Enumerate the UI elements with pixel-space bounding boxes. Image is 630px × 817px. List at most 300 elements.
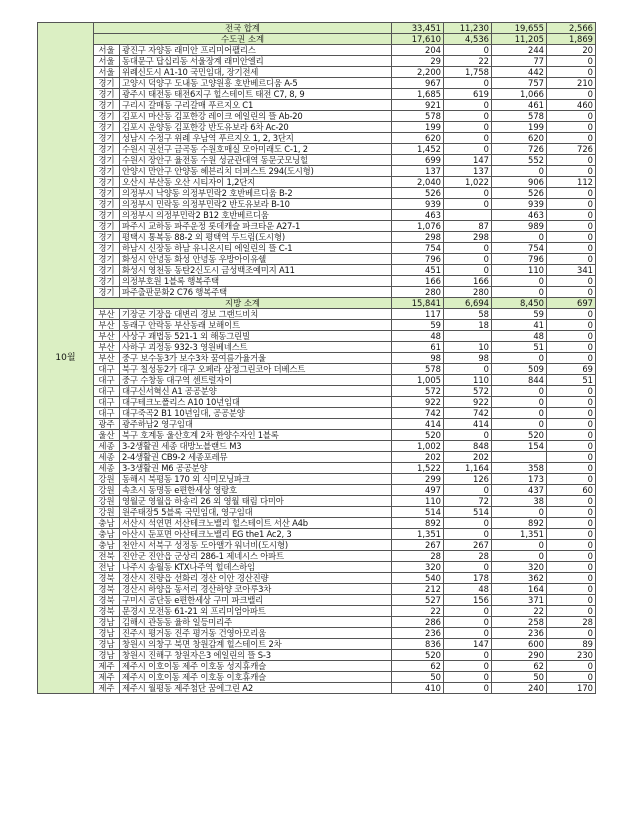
- units-c-cell: 726: [547, 144, 596, 155]
- table-row: [38, 518, 596, 529]
- complex-name-cell: 3-3생활권 M6 공공분양: [120, 463, 392, 474]
- units-cell: 212: [392, 584, 444, 595]
- units-cell: 796: [392, 254, 444, 265]
- units-cell: 520: [392, 430, 444, 441]
- table-row: [38, 309, 596, 320]
- units-b-cell: 362: [492, 573, 547, 584]
- region-cell: 경기: [94, 166, 120, 177]
- table-row: [38, 375, 596, 386]
- region-cell: 서울: [94, 67, 120, 78]
- capital-subtotal-label: 수도권 소계: [94, 34, 392, 45]
- units-cell: 526: [392, 188, 444, 199]
- units-b-cell: 989: [492, 221, 547, 232]
- units-c-cell: 230: [547, 650, 596, 661]
- table-row: [38, 67, 596, 78]
- units-b-cell: 939: [492, 199, 547, 210]
- table-row: [38, 199, 596, 210]
- region-cell: 부산: [94, 320, 120, 331]
- table-row: [38, 507, 596, 518]
- units-a-cell: 22: [444, 56, 492, 67]
- region-cell: 충남: [94, 518, 120, 529]
- units-c-cell: 0: [547, 540, 596, 551]
- units-c-cell: 0: [547, 672, 596, 683]
- units-cell: 921: [392, 100, 444, 111]
- units-c-cell: 0: [547, 243, 596, 254]
- units-c-cell: 0: [547, 309, 596, 320]
- region-cell: 경북: [94, 573, 120, 584]
- units-cell: 22: [392, 606, 444, 617]
- units-a-cell: 514: [444, 507, 492, 518]
- units-a-cell: 178: [444, 573, 492, 584]
- table-row: [38, 617, 596, 628]
- units-c-cell: 0: [547, 254, 596, 265]
- table-row: [38, 562, 596, 573]
- region-cell: 전남: [94, 562, 120, 573]
- units-b-cell: 0: [492, 232, 547, 243]
- units-cell: 514: [392, 507, 444, 518]
- complex-name-cell: 창원시 의창구 북면 창원감계 힐스테이트 2차: [120, 639, 392, 650]
- region-cell: 경기: [94, 177, 120, 188]
- units-c-cell: 460: [547, 100, 596, 111]
- table-row: [38, 551, 596, 562]
- national-total-a: 11,230: [444, 23, 492, 34]
- table-row: [38, 419, 596, 430]
- table-row: [38, 628, 596, 639]
- table-row: [38, 595, 596, 606]
- table-row: [38, 265, 596, 276]
- units-cell: 620: [392, 133, 444, 144]
- units-b-cell: 173: [492, 474, 547, 485]
- units-b-cell: 578: [492, 111, 547, 122]
- region-cell: 경기: [94, 210, 120, 221]
- region-cell: 경기: [94, 276, 120, 287]
- region-cell: 강원: [94, 507, 120, 518]
- units-a-cell: 166: [444, 276, 492, 287]
- complex-name-cell: 화성시 영천동 동탄2신도시 금성백조예미지 A11: [120, 265, 392, 276]
- complex-name-cell: 화성시 안녕동 화성 안녕동 우방아이유쉘: [120, 254, 392, 265]
- table-row: [38, 353, 596, 364]
- units-b-cell: 154: [492, 441, 547, 452]
- units-cell: 967: [392, 78, 444, 89]
- table-row: [38, 452, 596, 463]
- table-row: [38, 221, 596, 232]
- complex-name-cell: 영월군 영월읍 하송리 26 외 영월 태림 다미아: [120, 496, 392, 507]
- region-cell: 부산: [94, 342, 120, 353]
- units-a-cell: 619: [444, 89, 492, 100]
- units-a-cell: 98: [444, 353, 492, 364]
- units-c-cell: 0: [547, 397, 596, 408]
- region-cell: 경기: [94, 232, 120, 243]
- region-cell: 경기: [94, 122, 120, 133]
- table-body: [38, 23, 596, 694]
- units-b-cell: 0: [492, 287, 547, 298]
- units-cell: 922: [392, 397, 444, 408]
- complex-name-cell: 기장군 기장읍 대변리 경보 그랜드비치: [120, 309, 392, 320]
- units-cell: 1,005: [392, 375, 444, 386]
- units-c-cell: 0: [547, 276, 596, 287]
- units-a-cell: 0: [444, 606, 492, 617]
- region-cell: 경기: [94, 221, 120, 232]
- units-cell: 286: [392, 617, 444, 628]
- region-cell: 경기: [94, 265, 120, 276]
- units-a-cell: 48: [444, 584, 492, 595]
- region-cell: 경기: [94, 287, 120, 298]
- units-cell: 199: [392, 122, 444, 133]
- units-a-cell: 0: [444, 254, 492, 265]
- units-cell: 28: [392, 551, 444, 562]
- national-total-row: [38, 23, 596, 34]
- units-b-cell: 754: [492, 243, 547, 254]
- units-b-cell: 552: [492, 155, 547, 166]
- units-a-cell: 267: [444, 540, 492, 551]
- national-total-b: 19,655: [492, 23, 547, 34]
- units-b-cell: 463: [492, 210, 547, 221]
- units-cell: 527: [392, 595, 444, 606]
- units-a-cell: 298: [444, 232, 492, 243]
- region-cell: 경기: [94, 78, 120, 89]
- table-row: [38, 606, 596, 617]
- units-a-cell: 1,758: [444, 67, 492, 78]
- units-cell: 1,351: [392, 529, 444, 540]
- units-a-cell: 0: [444, 243, 492, 254]
- units-c-cell: 0: [547, 430, 596, 441]
- units-a-cell: 0: [444, 628, 492, 639]
- complex-name-cell: 대구죽곡2 B1 10년임대, 공공분양: [120, 408, 392, 419]
- complex-name-cell: 동래구 안락동 부산동래 보해이트: [120, 320, 392, 331]
- region-cell: 대구: [94, 375, 120, 386]
- units-cell: 98: [392, 353, 444, 364]
- complex-name-cell: 천안시 서북구 성정동 도아앨가 워너비(도시형): [120, 540, 392, 551]
- units-b-cell: 38: [492, 496, 547, 507]
- table-row: [38, 496, 596, 507]
- units-c-cell: 0: [547, 331, 596, 342]
- units-cell: 451: [392, 265, 444, 276]
- units-a-cell: 126: [444, 474, 492, 485]
- complex-name-cell: 성남시 수정구 위례 우남역 푸르지오 1, 2, 3단지: [120, 133, 392, 144]
- region-cell: 제주: [94, 672, 120, 683]
- region-cell: 경기: [94, 111, 120, 122]
- table-row: [38, 122, 596, 133]
- complex-name-cell: 북구 호계동 울산호계 2차 한양수자인 1블록: [120, 430, 392, 441]
- units-a-cell: 28: [444, 551, 492, 562]
- table-row: [38, 254, 596, 265]
- complex-name-cell: 2-4생활권 CB9-2 세종포레뮤: [120, 452, 392, 463]
- complex-name-cell: 의정부호원 1블록 행복주택: [120, 276, 392, 287]
- capital-subtotal-row: [38, 34, 596, 45]
- region-cell: 경남: [94, 628, 120, 639]
- region-cell: 경남: [94, 639, 120, 650]
- capital-subtotal-units: 17,610: [392, 34, 444, 45]
- complex-name-cell: 서산시 석연면 서산테크노밸리 힐스테이트 서산 A4b: [120, 518, 392, 529]
- units-a-cell: 18: [444, 320, 492, 331]
- units-cell: 754: [392, 243, 444, 254]
- units-a-cell: 0: [444, 199, 492, 210]
- units-c-cell: 0: [547, 452, 596, 463]
- units-b-cell: 757: [492, 78, 547, 89]
- units-c-cell: 0: [547, 661, 596, 672]
- units-a-cell: 110: [444, 375, 492, 386]
- units-a-cell: 0: [444, 529, 492, 540]
- region-cell: 강원: [94, 474, 120, 485]
- region-cell: 서울: [94, 56, 120, 67]
- units-b-cell: 199: [492, 122, 547, 133]
- units-b-cell: 320: [492, 562, 547, 573]
- complex-name-cell: 의정부시 의정부민락2 B12 호반베르디움: [120, 210, 392, 221]
- table-row: [38, 144, 596, 155]
- complex-name-cell: 사상구 괘법동 521-1 외 해동그린빌: [120, 331, 392, 342]
- units-c-cell: 0: [547, 56, 596, 67]
- units-a-cell: 87: [444, 221, 492, 232]
- table-row: [38, 287, 596, 298]
- region-cell: 울산: [94, 430, 120, 441]
- complex-name-cell: 의정부시 낙양동 의정부민락2 호반베르디움 B-2: [120, 188, 392, 199]
- units-b-cell: 164: [492, 584, 547, 595]
- units-a-cell: 1,022: [444, 177, 492, 188]
- units-c-cell: 170: [547, 683, 596, 694]
- units-a-cell: 742: [444, 408, 492, 419]
- region-cell: 경기: [94, 100, 120, 111]
- complex-name-cell: 원주태장5 5블록 국민임대, 영구임대: [120, 507, 392, 518]
- region-cell: 경남: [94, 650, 120, 661]
- units-b-cell: 0: [492, 353, 547, 364]
- region-cell: 제주: [94, 683, 120, 694]
- region-cell: 강원: [94, 485, 120, 496]
- units-b-cell: 509: [492, 364, 547, 375]
- units-cell: 2,040: [392, 177, 444, 188]
- complex-name-cell: 김포시 마산동 김포한강 레이크 에일린의 뜰 Ab-20: [120, 111, 392, 122]
- table-row: [38, 177, 596, 188]
- units-b-cell: 236: [492, 628, 547, 639]
- units-a-cell: 0: [444, 100, 492, 111]
- complex-name-cell: 북구 칠성동2가 대구 오페라 삼정그린코아 더베스트: [120, 364, 392, 375]
- units-b-cell: 0: [492, 166, 547, 177]
- units-c-cell: 0: [547, 111, 596, 122]
- units-b-cell: 0: [492, 397, 547, 408]
- complex-name-cell: 의정부시 민락동 의정부민락2 반도유보라 B-10: [120, 199, 392, 210]
- complex-name-cell: 파주출판문화2 C76 행복주택: [120, 287, 392, 298]
- units-a-cell: 0: [444, 144, 492, 155]
- units-c-cell: 60: [547, 485, 596, 496]
- units-b-cell: 1,066: [492, 89, 547, 100]
- units-b-cell: 77: [492, 56, 547, 67]
- complex-name-cell: 동대문구 답십리동 서울장계 래미안엘리: [120, 56, 392, 67]
- units-a-cell: 10: [444, 342, 492, 353]
- units-cell: 578: [392, 111, 444, 122]
- units-c-cell: 341: [547, 265, 596, 276]
- capital-subtotal-c: 1,869: [547, 34, 596, 45]
- table-row: [38, 111, 596, 122]
- units-b-cell: 0: [492, 551, 547, 562]
- units-c-cell: 0: [547, 210, 596, 221]
- table-row: [38, 45, 596, 56]
- units-b-cell: 0: [492, 386, 547, 397]
- complex-name-cell: 광주시 태전동 태전6지구 힐스테이트 태전 C7, 8, 9: [120, 89, 392, 100]
- units-cell: 1,685: [392, 89, 444, 100]
- region-cell: 제주: [94, 661, 120, 672]
- units-a-cell: 414: [444, 419, 492, 430]
- region-cell: 광주: [94, 419, 120, 430]
- table-row: [38, 78, 596, 89]
- table-row: [38, 573, 596, 584]
- units-c-cell: 28: [547, 617, 596, 628]
- units-cell: 61: [392, 342, 444, 353]
- table-row: [38, 485, 596, 496]
- units-c-cell: 0: [547, 232, 596, 243]
- complex-name-cell: 오산시 부산동 오산 시티자이 1,2단지: [120, 177, 392, 188]
- table-row: [38, 540, 596, 551]
- units-a-cell: 280: [444, 287, 492, 298]
- units-c-cell: 0: [547, 67, 596, 78]
- units-c-cell: 0: [547, 199, 596, 210]
- complex-name-cell: 3-2생활권 세종 대방노블랜드 M3: [120, 441, 392, 452]
- region-cell: 경기: [94, 254, 120, 265]
- units-b-cell: 371: [492, 595, 547, 606]
- complex-name-cell: 김포시 운양동 김포한강 반도유보라 6차 Ac-20: [120, 122, 392, 133]
- complex-name-cell: 위례신도시 A1-10 국민임대, 장기전세: [120, 67, 392, 78]
- regional-subtotal-a: 6,694: [444, 298, 492, 309]
- regional-subtotal-label: 지방 소계: [94, 298, 392, 309]
- units-cell: 1,002: [392, 441, 444, 452]
- units-cell: 2,200: [392, 67, 444, 78]
- units-cell: 110: [392, 496, 444, 507]
- complex-name-cell: 창원시 진해구 창원자은3 에일린의 뜰 S-3: [120, 650, 392, 661]
- units-cell: 267: [392, 540, 444, 551]
- month-cell: 10월: [38, 23, 94, 694]
- table-row: [38, 672, 596, 683]
- units-b-cell: 48: [492, 331, 547, 342]
- units-cell: 578: [392, 364, 444, 375]
- complex-name-cell: 대구신서혁신 A1 공공분양: [120, 386, 392, 397]
- national-total-c: 2,566: [547, 23, 596, 34]
- complex-name-cell: 고양시 덕양구 도내동 고양원흥 호반베르디움 A-5: [120, 78, 392, 89]
- region-cell: 충남: [94, 529, 120, 540]
- region-cell: 경북: [94, 584, 120, 595]
- units-cell: 298: [392, 232, 444, 243]
- units-c-cell: 0: [547, 221, 596, 232]
- table-row: [38, 320, 596, 331]
- complex-name-cell: 경산시 하양읍 동서리 경산하양 코아루3차: [120, 584, 392, 595]
- supply-table: [37, 22, 596, 694]
- region-cell: 서울: [94, 45, 120, 56]
- table-row: [38, 661, 596, 672]
- units-cell: 62: [392, 661, 444, 672]
- units-cell: 1,522: [392, 463, 444, 474]
- units-a-cell: 0: [444, 430, 492, 441]
- units-cell: 520: [392, 650, 444, 661]
- units-cell: 892: [392, 518, 444, 529]
- complex-name-cell: 중구 수창동 대구역 센트럴자이: [120, 375, 392, 386]
- units-cell: 280: [392, 287, 444, 298]
- units-cell: 1,452: [392, 144, 444, 155]
- units-c-cell: 0: [547, 529, 596, 540]
- units-c-cell: 0: [547, 562, 596, 573]
- table-row: [38, 683, 596, 694]
- regional-subtotal-b: 8,450: [492, 298, 547, 309]
- units-c-cell: 20: [547, 45, 596, 56]
- table-row: [38, 166, 596, 177]
- units-a-cell: 0: [444, 188, 492, 199]
- table-row: [38, 529, 596, 540]
- complex-name-cell: 안양시 만안구 안양동 헤븐리치 더퍼스트 294(도시형): [120, 166, 392, 177]
- units-b-cell: 62: [492, 661, 547, 672]
- units-c-cell: 0: [547, 507, 596, 518]
- units-b-cell: 1,351: [492, 529, 547, 540]
- units-c-cell: 0: [547, 628, 596, 639]
- complex-name-cell: 제주시 이호이동 제주 이호동 이호휴캐슬: [120, 672, 392, 683]
- units-cell: 1,076: [392, 221, 444, 232]
- units-b-cell: 0: [492, 276, 547, 287]
- complex-name-cell: 구리시 갈매동 구리갈매 푸르지오 C1: [120, 100, 392, 111]
- units-a-cell: [444, 210, 492, 221]
- units-b-cell: 22: [492, 606, 547, 617]
- units-a-cell: 0: [444, 650, 492, 661]
- units-cell: 59: [392, 320, 444, 331]
- units-c-cell: 0: [547, 188, 596, 199]
- table-row: [38, 474, 596, 485]
- units-cell: 497: [392, 485, 444, 496]
- table-row: [38, 386, 596, 397]
- units-c-cell: 89: [547, 639, 596, 650]
- complex-name-cell: 광주하남2 영구임대: [120, 419, 392, 430]
- units-b-cell: 358: [492, 463, 547, 474]
- units-cell: 50: [392, 672, 444, 683]
- units-b-cell: 41: [492, 320, 547, 331]
- table-row: [38, 441, 596, 452]
- units-c-cell: 0: [547, 155, 596, 166]
- units-c-cell: 0: [547, 353, 596, 364]
- complex-name-cell: 제주시 이호이동 제주 이호동 성지휴캐슬: [120, 661, 392, 672]
- units-a-cell: 58: [444, 309, 492, 320]
- complex-name-cell: 광진구 자양동 래미안 프리미어팰리스: [120, 45, 392, 56]
- units-a-cell: 0: [444, 617, 492, 628]
- units-c-cell: 51: [547, 375, 596, 386]
- units-b-cell: 0: [492, 540, 547, 551]
- units-a-cell: 156: [444, 595, 492, 606]
- region-cell: 경기: [94, 188, 120, 199]
- units-cell: 699: [392, 155, 444, 166]
- table-row: [38, 463, 596, 474]
- units-b-cell: 844: [492, 375, 547, 386]
- region-cell: 세종: [94, 452, 120, 463]
- units-c-cell: 0: [547, 89, 596, 100]
- units-cell: 939: [392, 199, 444, 210]
- units-b-cell: 526: [492, 188, 547, 199]
- units-b-cell: 620: [492, 133, 547, 144]
- table-row: [38, 243, 596, 254]
- units-b-cell: 0: [492, 419, 547, 430]
- region-cell: 경북: [94, 606, 120, 617]
- table-row: [38, 89, 596, 100]
- units-a-cell: 147: [444, 639, 492, 650]
- units-c-cell: 0: [547, 441, 596, 452]
- units-a-cell: 1,164: [444, 463, 492, 474]
- complex-name-cell: 속초시 동명동 e편한세상 영랑호: [120, 485, 392, 496]
- units-c-cell: 0: [547, 408, 596, 419]
- units-b-cell: 520: [492, 430, 547, 441]
- complex-name-cell: 문경시 모전동 61-21 외 프리미엄아파트: [120, 606, 392, 617]
- complex-name-cell: 동해시 북평동 170 외 식미모닝파크: [120, 474, 392, 485]
- units-c-cell: 0: [547, 166, 596, 177]
- units-c-cell: 0: [547, 496, 596, 507]
- units-a-cell: 0: [444, 45, 492, 56]
- table-row: [38, 56, 596, 67]
- table-row: [38, 331, 596, 342]
- region-cell: 세종: [94, 463, 120, 474]
- units-b-cell: 244: [492, 45, 547, 56]
- units-cell: 540: [392, 573, 444, 584]
- region-cell: 부산: [94, 309, 120, 320]
- units-c-cell: 0: [547, 342, 596, 353]
